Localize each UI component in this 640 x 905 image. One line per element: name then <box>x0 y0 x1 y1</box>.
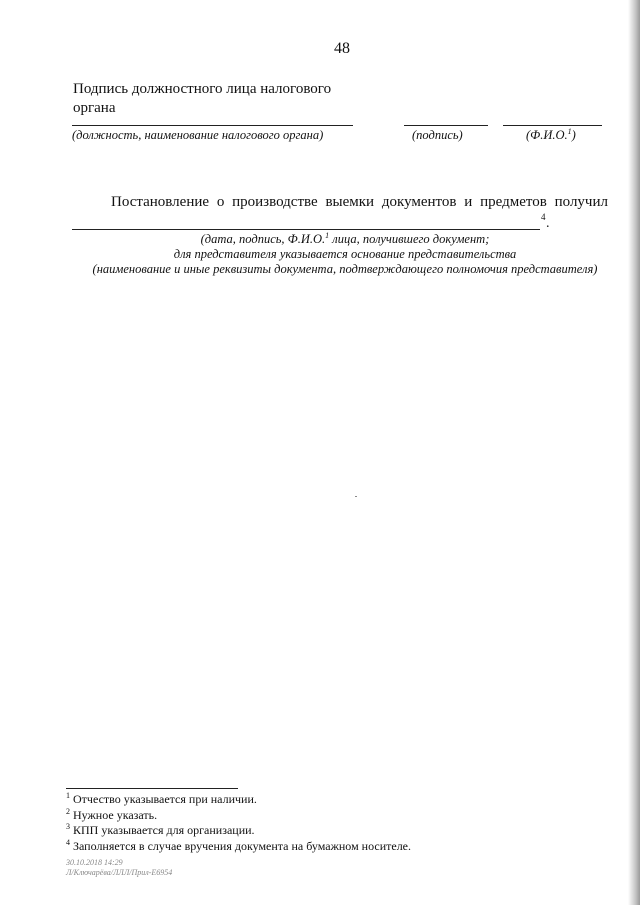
page-edge-shadow <box>628 0 640 905</box>
signature-caption: (подпись) <box>412 128 463 142</box>
footnotes <box>66 792 486 854</box>
recipient-caption-line3: (наименование и иные реквизиты документа, подтверждающего полномочия представителя) <box>92 262 598 276</box>
signature-line <box>404 125 488 126</box>
footnote-separator <box>66 788 238 789</box>
recipient-line <box>72 229 540 230</box>
footnote-2: $^2$ Нужное указать. <box>66 806 158 822</box>
footnote-4: $^4$ Заполняется в случае вручения документа на бумажном носителе. <box>66 837 412 853</box>
footnote-3: $^3$ КПП указывается для организации. <box>66 822 255 837</box>
stamp-id: Л/Ключарёва/ЛЛЛ/Прил-E6954 <box>66 868 173 877</box>
scan-speck <box>355 496 357 497</box>
name-caption: (Ф.И.О.$^1$) <box>526 126 576 142</box>
name-line <box>503 125 602 126</box>
signature-title: Подпись должностного лица налогового органа <box>73 81 332 116</box>
resolution-text: Постановление о производстве выемки документов и предметов получил <box>111 194 608 210</box>
footnote-1: $^1$ Отчество указывается при наличии. <box>66 791 257 806</box>
position-caption: (должность, наименование налогового органа) <box>72 128 324 142</box>
footnote-ref-4: 4 <box>541 212 546 222</box>
resolution-period: . <box>546 216 550 231</box>
document-stamp <box>66 858 266 878</box>
page-number: 48 <box>334 40 350 57</box>
recipient-caption-line1: (дата, подпись, Ф.И.О.$^1$ лица, получившего документ; <box>200 230 490 246</box>
position-line <box>72 125 353 126</box>
stamp-date: 30.10.2018 14:29 <box>66 858 123 867</box>
footnote-ref-1: 1 <box>567 126 572 136</box>
recipient-caption-line2: для представителя указывается основание представительства <box>173 247 517 261</box>
